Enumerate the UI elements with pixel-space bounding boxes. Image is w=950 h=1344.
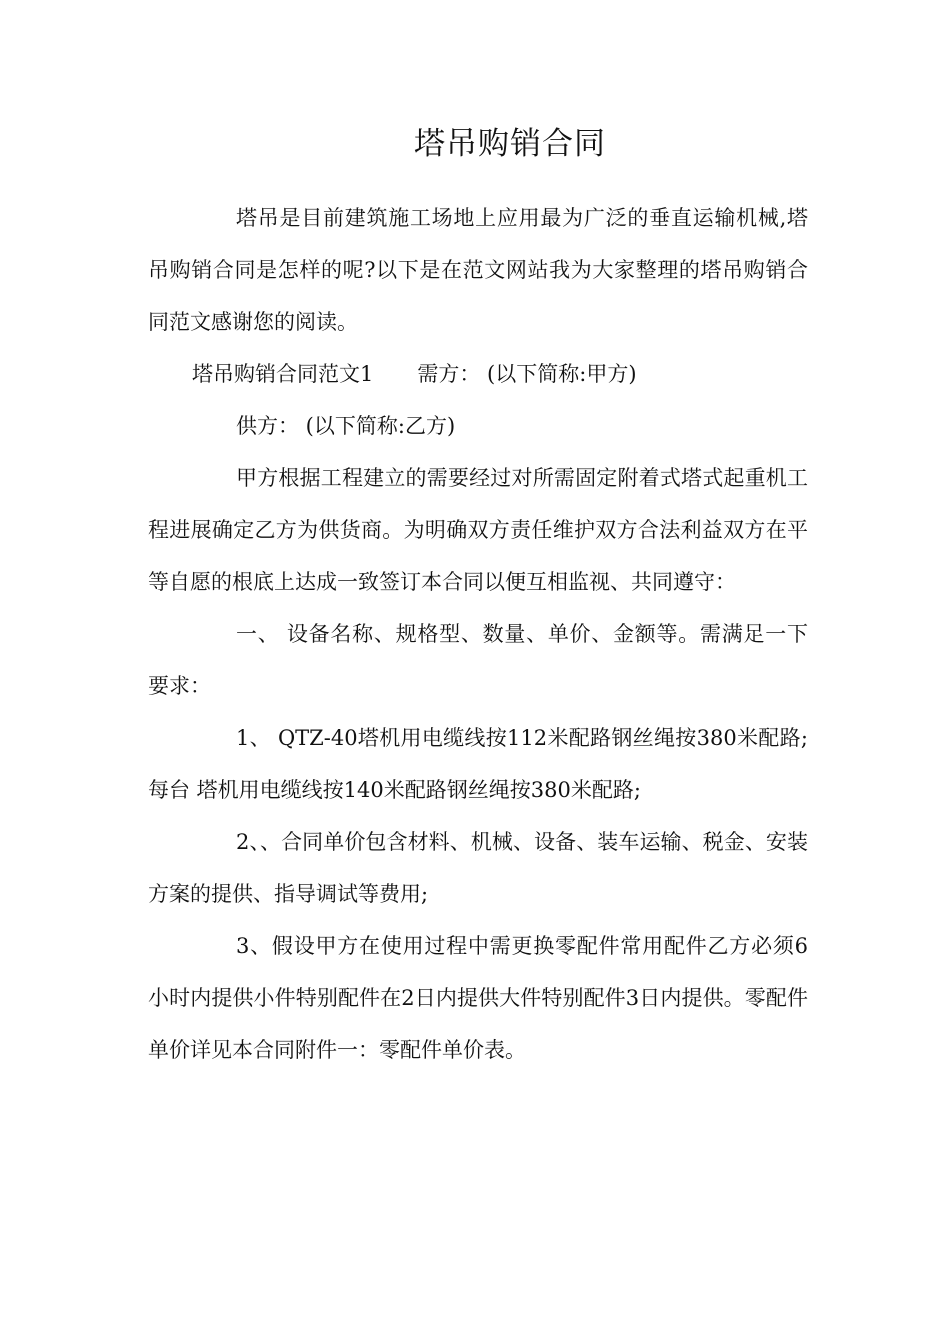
clause-1-item-2: 2、、合同单价包含材料、机械、设备、装车运输、税金、安装方案的提供、指导调试等费用;: [148, 830, 808, 906]
supplier-line: 供方： (以下简称:乙方): [236, 414, 456, 438]
intro-paragraph: 塔吊是目前建筑施工场地上应用最为广泛的垂直运输机械,塔吊购销合同是怎样的呢?以下是在范文网站我为大家整理的塔吊购销合同范文感谢您的阅读。: [148, 206, 808, 334]
purpose-paragraph: 甲方根据工程建立的需要经过对所需固定附着式塔式起重机工程进展确定乙方为供货商。为明确双方责任维护双方合法利益双方在平等自愿的根底上达成一致签订本合同以便互相监视、共同遵守：: [148, 466, 808, 594]
page-title: 塔吊购销合同: [414, 126, 606, 162]
clause-1-item-1: 1、 QTZ-40塔机用电缆线按112米配路钢丝绳按380米配路;每台 塔机用电缆线按140米配路钢丝绳按380米配路;: [148, 726, 808, 802]
clause-1-item-3: 3、假设甲方在使用过程中需更换零配件常用配件乙方必须6小时内提供小件特别配件在2日内提供大件特别配件3日内提供。零配件单价详见本合同附件一：零配件单价表。: [148, 934, 808, 1062]
sample-heading-line: [148, 348, 808, 400]
clause-1: 一、 设备名称、规格型、数量、单价、金额等。需满足一下要求：: [148, 622, 808, 698]
sample-heading: 塔吊购销合同范文1: [192, 362, 374, 386]
document-body: [148, 192, 808, 1076]
buyer-line: 需方： (以下简称:甲方): [417, 362, 637, 386]
